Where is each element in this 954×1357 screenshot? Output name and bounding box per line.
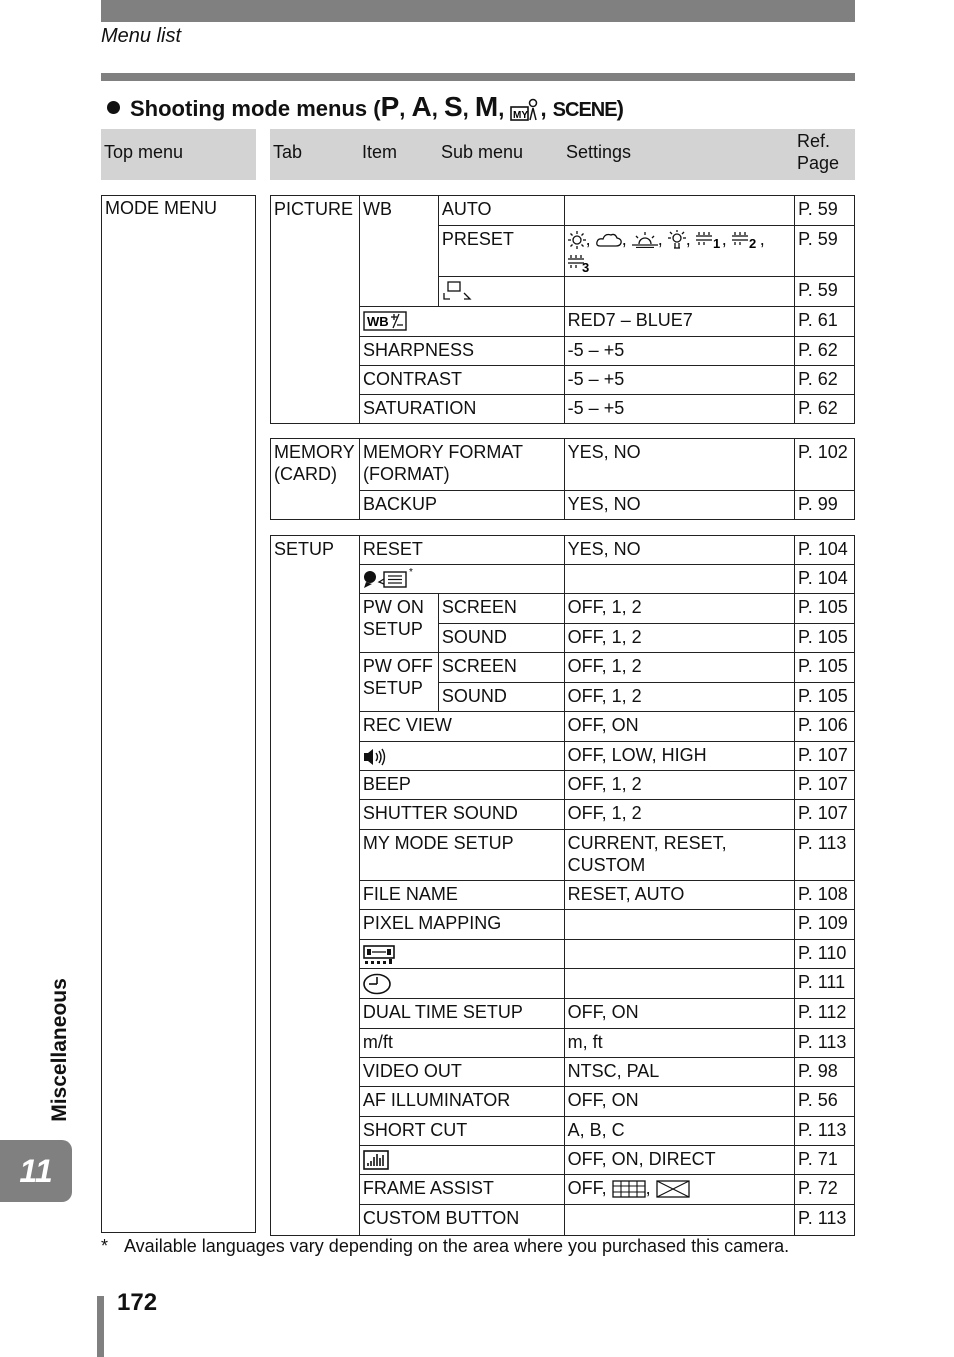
item-cell: WB [359,196,438,307]
tungsten-icon [668,230,686,250]
cloudy-icon [596,232,622,248]
settings-cell: NTSC, PAL [564,1057,794,1086]
settings-cell: RESET, AUTO [564,881,794,910]
item-line2: SETUP [362,678,423,699]
settings-cell [564,1204,794,1235]
item-cell: REC VIEW [359,712,564,742]
settings-cell: OFF, 1, 2 [564,624,794,653]
item-line1: PW OFF [362,656,433,677]
ref-cell: P. 105 [795,653,855,683]
settings-cell: OFF, LOW, HIGH [564,742,794,771]
header-rule [101,73,855,81]
settings-cell: YES, NO [564,491,794,520]
svg-text:2: 2 [748,236,756,250]
top-bar [101,0,855,22]
fluorescent-2-icon [732,231,760,249]
ref-cell: P. 99 [795,491,855,520]
ref-cell: P. 112 [795,998,855,1028]
item-line1: MEMORY FORMAT [362,442,523,462]
settings-cell: OFF, , [564,1174,794,1204]
ref-cell: P. 56 [795,1086,855,1116]
settings-cell: -5 – +5 [564,337,794,366]
language-icon [363,568,413,590]
ref-cell: P. 106 [795,712,855,742]
item-line1: PW ON [362,597,424,618]
settings-cell [564,940,794,969]
tab-header: Tab [273,142,303,162]
svg-text:MY: MY [513,110,529,122]
ref-cell: P. 110 [795,940,855,969]
sub-menu-cell [438,277,564,307]
ref-cell: P. 113 [795,830,855,881]
settings-cell: m, ft [564,1028,794,1057]
footnote-mark: * [101,1236,109,1256]
fluorescent-1-icon [696,231,722,249]
item-cell [359,742,564,771]
ref-cell: P. 62 [795,366,855,395]
item-cell: PIXEL MAPPING [359,910,564,940]
settings-cell [564,196,794,226]
sub-menu-cell: SOUND [438,624,564,653]
svg-text:3: 3 [581,259,589,272]
mode-p: P [380,91,400,122]
sub-menu-cell: SOUND [438,683,564,712]
tab-line1: MEMORY [274,442,355,462]
mode-a: A [411,91,432,122]
ref-cell: P. 98 [795,1057,855,1086]
sub-menu-cell: SCREEN [438,653,564,683]
item-header: Item [362,142,398,162]
settings-cell [564,565,794,594]
ref-cell: P. 72 [795,1174,855,1204]
sub-menu-cell: AUTO [438,196,564,226]
language-footnote-mark: * [408,568,413,579]
sunny-icon [568,231,586,249]
ref-cell: P. 71 [795,1145,855,1174]
settings-line2: CUSTOM [567,855,646,876]
ref-header-line1: Ref. [797,131,831,151]
settings-cell: YES, NO [564,536,794,565]
section-heading: Shooting mode menus (P, A, S, M, MY , SCENE) [107,91,624,123]
monitor-brightness-icon [363,945,395,965]
histogram-icon [363,1150,389,1170]
ref-cell: P. 102 [795,439,855,491]
settings-text: OFF, [567,1177,607,1198]
top-menu-box [101,195,256,1233]
item-cell: SHARPNESS [359,337,564,366]
footnote [101,1236,789,1257]
table-row [271,196,855,226]
item-cell: DUAL TIME SETUP [359,998,564,1028]
item-cell [359,565,564,594]
ref-cell: P. 113 [795,1028,855,1057]
settings-cell: OFF, ON [564,998,794,1028]
grid-icon [612,1180,646,1198]
mode-m: M [474,91,499,122]
settings-cell: OFF, ON [564,712,794,742]
ref-cell: P. 107 [795,771,855,800]
svg-text:1: 1 [712,236,720,250]
running-head: Menu list [101,25,182,47]
chapter-tab: 11 [0,1140,72,1202]
clock-icon [363,973,391,995]
item-line2: SETUP [362,619,423,640]
ref-cell: P. 111 [795,969,855,998]
item-cell [359,653,438,712]
ref-cell: P. 109 [795,910,855,940]
item-cell: VIDEO OUT [359,1057,564,1086]
item-cell: AF ILLUMINATOR [359,1086,564,1116]
ref-cell: P. 61 [795,307,855,337]
settings-cell: OFF, 1, 2 [564,653,794,683]
item-cell: CONTRAST [359,366,564,395]
settings-cell: OFF, ON [564,1086,794,1116]
tab-cell [271,439,360,520]
sub-menu-cell: PRESET [438,226,564,277]
table-row [271,439,855,491]
item-cell: SATURATION [359,395,564,424]
item-cell [359,594,438,653]
item-cell: CUSTOM BUTTON [359,1204,564,1235]
settings-cell: -5 – +5 [564,366,794,395]
item-cell: MY MODE SETUP [359,830,564,881]
ref-cell: P. 105 [795,624,855,653]
item-cell [359,940,564,969]
item-cell: BEEP [359,771,564,800]
heading-text: Shooting mode menus ( [130,96,381,121]
settings-line1: CURRENT, RESET, [567,833,727,854]
settings-cell: A, B, C [564,1116,794,1145]
top-menu-header [101,129,256,180]
ref-cell: P. 62 [795,395,855,424]
item-cell: SHORT CUT [359,1116,564,1145]
top-menu-header-label: Top menu [104,142,184,162]
settings-cell: OFF, 1, 2 [564,683,794,712]
ref-cell: P. 62 [795,337,855,366]
sub-menu-cell: SCREEN [438,594,564,624]
mode-scene: SCENE [552,99,617,121]
ref-cell: P. 107 [795,800,855,830]
ref-cell: P. 59 [795,226,855,277]
top-menu-value: MODE MENU [105,198,217,218]
ref-cell: P. 107 [795,742,855,771]
footnote-text: Available languages vary depending on the area where you purchased this camera. [124,1236,790,1256]
setup-table [270,535,855,1236]
settings-cell: OFF, ON, DIRECT [564,1145,794,1174]
settings-cell: YES, NO [564,439,794,491]
bullet-icon [107,101,120,114]
ref-cell: P. 113 [795,1204,855,1235]
volume-icon [363,747,389,767]
settings-cell [564,910,794,940]
picture-table [270,195,855,424]
page-number: 172 [117,1289,158,1316]
ref-cell: P. 105 [795,594,855,624]
item-cell: RESET [359,536,564,565]
ref-cell: P. 113 [795,1116,855,1145]
memory-table [270,438,855,520]
item-cell [359,969,564,998]
column-header [270,129,855,180]
ref-cell: P. 104 [795,536,855,565]
sub-menu-header: Sub menu [441,142,524,162]
ref-header-line2: Page [797,153,840,173]
settings-cell: OFF, 1, 2 [564,594,794,624]
settings-cell: -5 – +5 [564,395,794,424]
item-cell: FRAME ASSIST [359,1174,564,1204]
table-row [271,536,855,565]
settings-cell: , , , , 1 , 2 , 3 [564,226,794,277]
settings-cell [564,969,794,998]
item-cell: SHUTTER SOUND [359,800,564,830]
settings-cell: RED7 – BLUE7 [564,307,794,337]
tab-line2: (CARD) [274,464,337,484]
ref-cell: P. 105 [795,683,855,712]
settings-cell [564,830,794,881]
my-mode-icon [510,98,540,122]
chapter-label: Miscellaneous [48,978,71,1122]
mode-s: S [443,91,463,122]
ref-cell: P. 59 [795,196,855,226]
svg-text:WB: WB [366,314,389,330]
item-cell [359,1145,564,1174]
sunset-icon [632,232,658,248]
settings-cell: OFF, 1, 2 [564,771,794,800]
settings-cell: OFF, 1, 2 [564,800,794,830]
fluorescent-3-icon [568,254,596,272]
tab-cell: PICTURE [271,196,360,424]
settings-cell [564,277,794,307]
frame-x-icon [656,1180,690,1198]
tab-cell: SETUP [271,536,360,1236]
item-cell [359,307,564,337]
ref-cell: P. 59 [795,277,855,307]
item-cell: m/ft [359,1028,564,1057]
page-number-bar [97,1296,104,1357]
settings-header: Settings [566,142,632,162]
ref-cell: P. 108 [795,881,855,910]
item-cell: BACKUP [359,491,564,520]
ref-cell: P. 104 [795,565,855,594]
one-touch-wb-icon [442,281,472,301]
wb-compensation-icon [363,311,407,331]
item-line2: (FORMAT) [362,464,450,484]
item-cell [359,439,564,491]
heading-close: ) [616,96,624,121]
item-cell: FILE NAME [359,881,564,910]
